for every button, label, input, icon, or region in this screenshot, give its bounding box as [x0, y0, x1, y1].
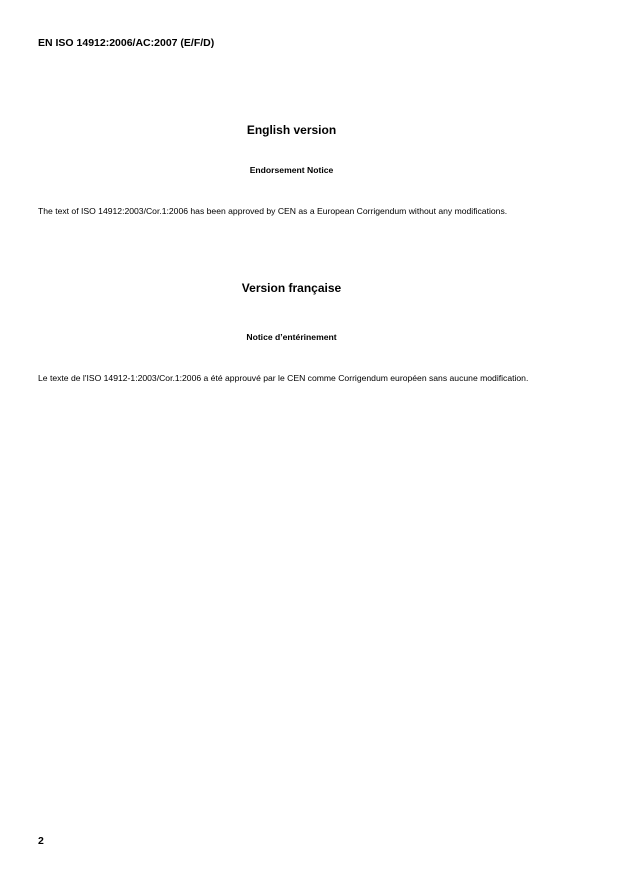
endorsement-notice-heading: Endorsement Notice — [249, 165, 334, 175]
english-version-heading: English version — [246, 123, 337, 137]
page-number: 2 — [38, 835, 44, 847]
french-version-heading: Version française — [241, 281, 342, 295]
french-body-text: Le texte de l'ISO 14912-1:2003/Cor.1:2006 a été approuvé par le CEN comme Corrigendum européen sans aucune modification. — [38, 373, 529, 383]
notice-entérinement-heading: Notice d’entérinement — [246, 332, 337, 342]
english-body-text: The text of ISO 14912:2003/Cor.1:2006 has been approved by CEN as a European Corrigendum without any modifications. — [38, 206, 508, 216]
document-id-header: EN ISO 14912:2006/AC:2007 (E/F/D) — [38, 37, 215, 49]
